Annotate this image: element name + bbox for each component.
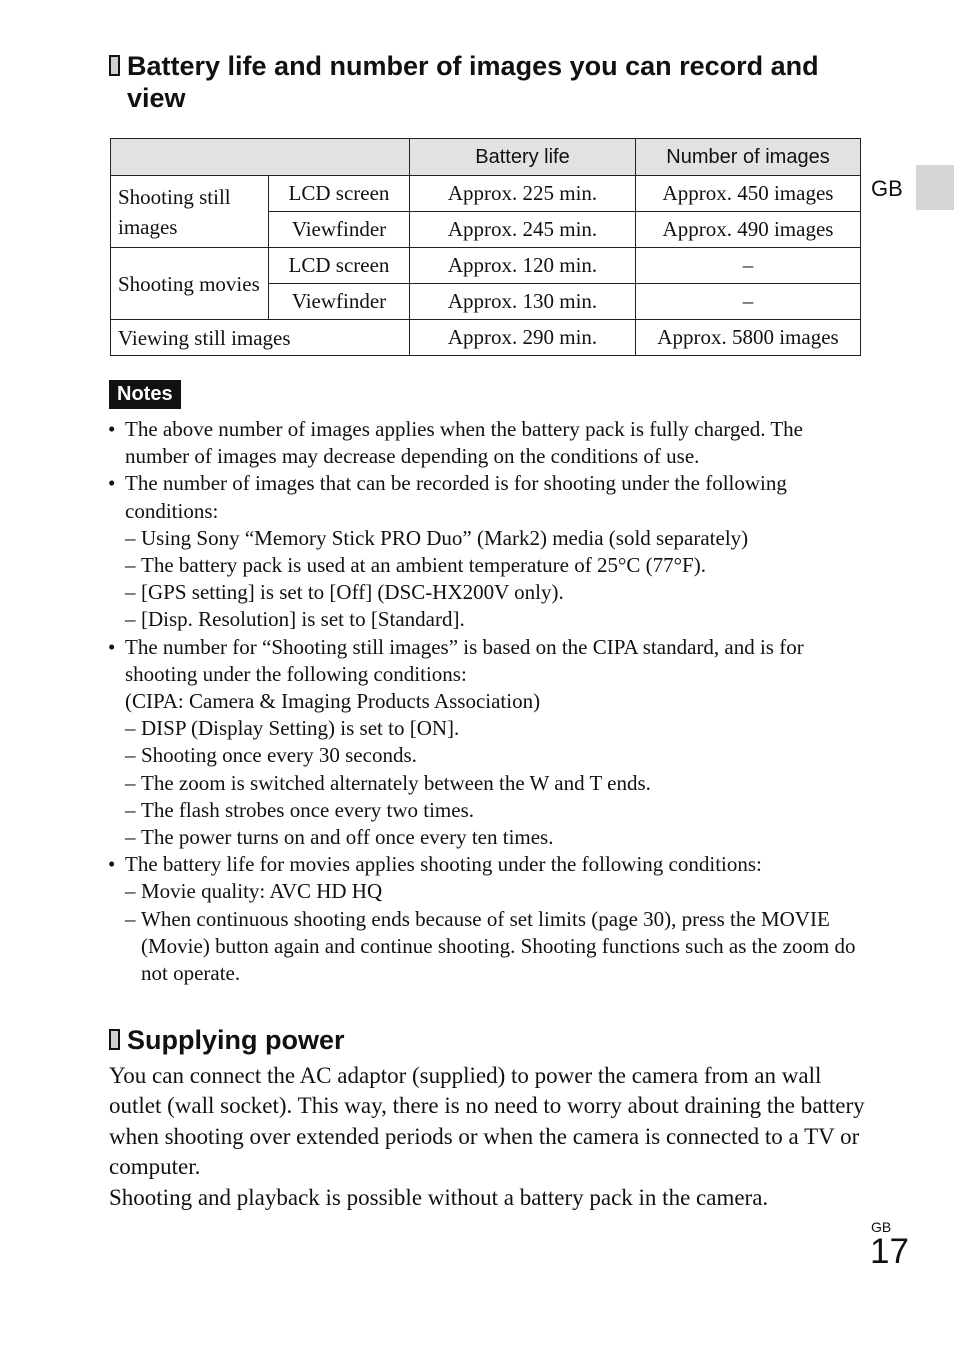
note-text: The battery life for movies applies shooting under the following conditions:: [125, 852, 762, 877]
note-subitem: – The power turns on and off once every ten times.: [125, 825, 554, 850]
page-number: 17: [870, 1232, 909, 1271]
row-category: Shooting still images: [111, 176, 269, 248]
battery-life-table: [110, 138, 861, 356]
table-header-row: [111, 139, 861, 176]
note-text: The number of images that can be recorded is for shooting under the following conditions:: [125, 471, 787, 523]
row-number-of-images: –: [636, 284, 861, 320]
table-row: [111, 320, 861, 356]
note-subitem-text: The zoom is switched alternately between the W and T ends.: [141, 770, 651, 795]
heading-text: Battery life and number of images you can record and view: [127, 51, 819, 113]
table-header-empty: [111, 139, 410, 176]
side-tab-marker: [916, 165, 954, 210]
row-number-of-images: Approx. 490 images: [636, 212, 861, 248]
row-battery-life: Approx. 130 min.: [410, 284, 636, 320]
section-heading-battery-life: [109, 50, 872, 114]
notes-list: [108, 416, 868, 987]
note-subitem: – The battery pack is used at an ambient temperature of 25°C (77°F).: [125, 553, 706, 578]
note-subitem: – [Disp. Resolution] is set to [Standard].: [125, 607, 465, 632]
row-number-of-images: Approx. 5800 images: [636, 320, 861, 356]
body-text: [109, 1061, 869, 1213]
row-battery-life: Approx. 120 min.: [410, 248, 636, 284]
notes-badge: Notes: [109, 380, 181, 409]
heading-text: Supplying power: [127, 1025, 345, 1055]
note-subitem: – The flash strobes once every two times.: [125, 797, 474, 822]
row-battery-life: Approx. 245 min.: [410, 212, 636, 248]
note-item: • The number of images that can be recorded is for shooting under the following conditions:: [108, 471, 787, 523]
note-subitem-text: The battery pack is used at an ambient temperature of 25°C (77°F).: [141, 553, 706, 578]
note-subitem: – DISP (Display Setting) is set to [ON].: [125, 716, 460, 741]
table-row: [111, 176, 861, 212]
note-subitem: – Using Sony “Memory Stick PRO Duo” (Mark2) media (sold separately): [125, 525, 749, 550]
paragraph: You can connect the AC adaptor (supplied) to power the camera from an wall outlet (wall socket). This way, there is no need to worry about draining the battery when shooting over extended periods or when the camera is connected to a TV or computer.: [109, 1063, 865, 1180]
note-text: The number for “Shooting still images” is based on the CIPA standard, and is for shooting under the following conditions:: [125, 634, 804, 686]
note-extra: (CIPA: Camera & Imaging Products Association): [125, 689, 541, 714]
row-mode: Viewfinder: [269, 212, 410, 248]
note-subitem-text: DISP (Display Setting) is set to [ON].: [141, 716, 460, 741]
section-heading-supplying-power: [109, 1024, 872, 1056]
note-subitem: – When continuous shooting ends because of set limits (page 30), press the MOVIE (Movie) button again and continue shooting. Shooting functions such as the zoom do not operate.: [125, 906, 856, 986]
row-number-of-images: –: [636, 248, 861, 284]
note-subitem: – The zoom is switched alternately between the W and T ends.: [125, 770, 651, 795]
note-item: • The number for “Shooting still images” is based on the CIPA standard, and is for shooting under the following conditions:: [108, 634, 804, 686]
note-subitem-text: Shooting once every 30 seconds.: [141, 743, 417, 768]
row-battery-life: Approx. 290 min.: [410, 320, 636, 356]
row-number-of-images: Approx. 450 images: [636, 176, 861, 212]
note-item: • The above number of images applies when the battery pack is fully charged. The number of images may decrease depending on the conditions of use.: [108, 417, 803, 469]
note-subitem-text: The power turns on and off once every ten times.: [141, 825, 554, 850]
heading-marker-icon: [109, 1029, 120, 1050]
row-mode: LCD screen: [269, 176, 410, 212]
note-subitem-text: [GPS setting] is set to [Off] (DSC-HX200V only).: [141, 580, 564, 605]
row-battery-life: Approx. 225 min.: [410, 176, 636, 212]
note-subitem-text: Movie quality: AVC HD HQ: [141, 879, 383, 904]
note-text: The above number of images applies when the battery pack is fully charged. The number of images may decrease depending on the conditions of use.: [125, 417, 803, 469]
note-item: • The battery life for movies applies shooting under the following conditions:: [108, 852, 762, 877]
paragraph: Shooting and playback is possible without a battery pack in the camera.: [109, 1184, 769, 1210]
table-row: [111, 248, 861, 284]
row-mode: Viewfinder: [269, 284, 410, 320]
note-subitem: – Movie quality: AVC HD HQ: [125, 879, 383, 904]
side-language-label: GB: [871, 176, 903, 201]
note-subitem-text: When continuous shooting ends because of set limits (page 30), press the MOVIE (Movie) button again and continue shooting. Shooting functions such as the zoom do not operate.: [141, 906, 856, 986]
row-category: Viewing still images: [111, 320, 410, 356]
row-category: Shooting movies: [111, 248, 269, 320]
table-header-battery-life: Battery life: [410, 139, 636, 176]
note-subitem: – [GPS setting] is set to [Off] (DSC-HX200V only).: [125, 580, 564, 605]
heading-marker-icon: [109, 55, 120, 76]
note-subitem-text: Using Sony “Memory Stick PRO Duo” (Mark2) media (sold separately): [141, 525, 749, 550]
note-subitem-text: [Disp. Resolution] is set to [Standard].: [141, 607, 465, 632]
row-mode: LCD screen: [269, 248, 410, 284]
page-language-label: GB: [871, 1219, 892, 1235]
table-header-number-of-images: Number of images: [636, 139, 861, 176]
note-subitem-text: The flash strobes once every two times.: [141, 797, 474, 822]
note-subitem: – Shooting once every 30 seconds.: [125, 743, 417, 768]
